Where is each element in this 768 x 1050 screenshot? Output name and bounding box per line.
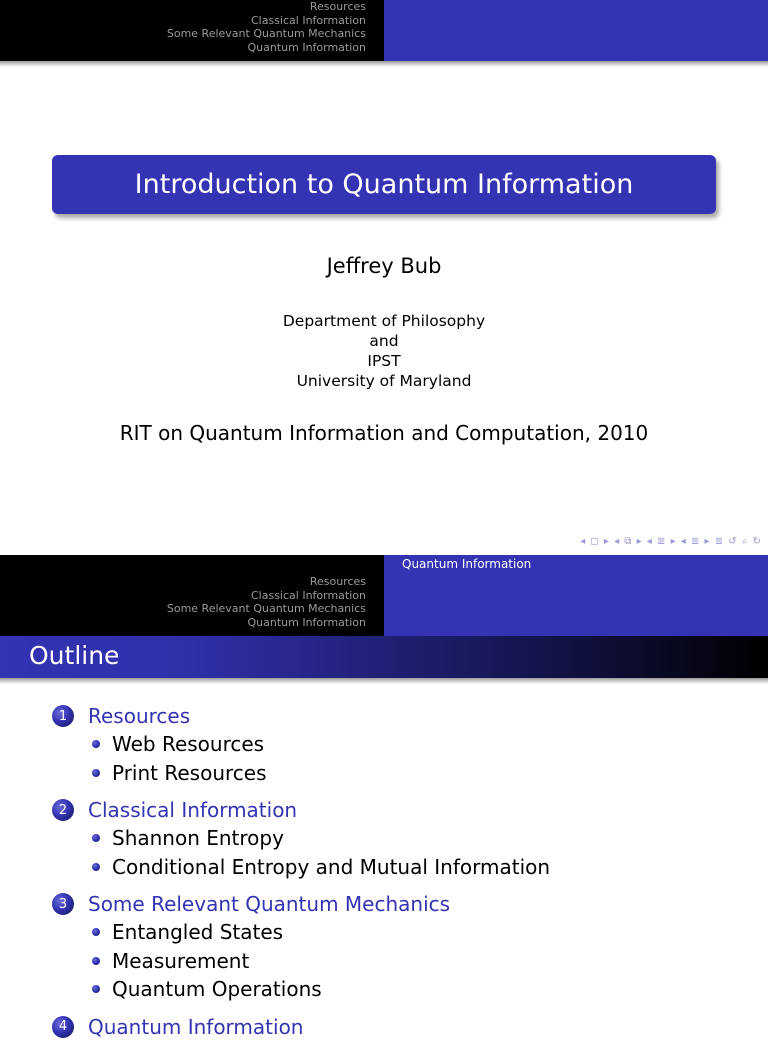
section-number-ball: 3 (52, 893, 74, 915)
nav-section-quantum-mechanics[interactable]: Some Relevant Quantum Mechanics (166, 27, 366, 41)
nav-section-quantum-information[interactable]: Quantum Information (247, 40, 366, 54)
toc-section-title[interactable]: Quantum Information (88, 1014, 304, 1039)
nav-section-resources[interactable]: Resources (309, 0, 366, 13)
frame-title: Outline (29, 641, 120, 670)
bullet-icon (92, 834, 100, 842)
nav-section-quantum-mechanics[interactable]: Some Relevant Quantum Mechanics (166, 602, 366, 616)
header-bar (0, 0, 768, 61)
toc-subsection[interactable]: Measurement (112, 948, 250, 973)
event-date: RIT on Quantum Information and Computation, 2010 (119, 421, 649, 445)
section-number-ball: 2 (52, 799, 74, 821)
toc-subsection[interactable]: Print Resources (112, 760, 267, 785)
nav-section-classical[interactable]: Classical Information (250, 13, 366, 27)
header-short-title: Quantum Information (402, 557, 532, 571)
bullet-icon (92, 928, 100, 936)
section-nav (0, 0, 384, 61)
nav-section-quantum-information[interactable]: Quantum Information (247, 615, 366, 629)
header-right-panel (384, 555, 768, 636)
beamer-navigation-icons[interactable]: ◂ ◻ ▸ ◂ ⧉ ▸ ◂ ≣ ▸ ◂ ≣ ▸ ≣ ↺ ⌕ ↻ (580, 536, 762, 547)
toc-section-title[interactable]: Resources (88, 704, 191, 728)
institute-line: IPST (367, 352, 401, 370)
toc-section-title[interactable]: Classical Information (88, 798, 298, 822)
presentation-title-box (52, 155, 716, 214)
table-of-contents (52, 702, 752, 1050)
bullet-icon (92, 863, 100, 871)
toc-section (52, 702, 752, 787)
toc-section-title[interactable]: Some Relevant Quantum Mechanics (88, 892, 451, 916)
presentation-title: Introduction to Quantum Information (134, 169, 634, 200)
toc-section (52, 1013, 752, 1041)
section-nav (0, 555, 384, 636)
author: Jeffrey Bub (326, 254, 442, 278)
toc-section (52, 890, 752, 1004)
header-shadow (0, 61, 768, 67)
frame-title-bar (0, 636, 768, 678)
section-number-ball: 1 (52, 705, 74, 727)
toc-subsection[interactable]: Shannon Entropy (112, 826, 284, 851)
toc-subsection[interactable]: Web Resources (112, 732, 265, 757)
bullet-icon (92, 957, 100, 965)
section-number-ball: 4 (52, 1016, 74, 1038)
institute-line: and (369, 332, 399, 350)
outline-slide (0, 555, 768, 1039)
frame-title-shadow (0, 678, 768, 684)
bullet-icon (92, 740, 100, 748)
institute (0, 311, 768, 391)
toc-subsection[interactable]: Entangled States (112, 920, 284, 945)
toc-subsection[interactable]: Conditional Entropy and Mutual Information (112, 854, 551, 879)
bullet-icon (92, 985, 100, 993)
nav-section-resources[interactable]: Resources (309, 575, 366, 588)
bullet-icon (92, 769, 100, 777)
toc-subsection[interactable]: Quantum Operations (112, 977, 322, 1002)
toc-section (52, 796, 752, 881)
institute-line: University of Maryland (296, 372, 472, 390)
nav-section-classical[interactable]: Classical Information (250, 588, 366, 602)
header-right-panel (384, 0, 768, 61)
institute-line: Department of Philosophy (282, 312, 486, 330)
header-bar (0, 555, 768, 636)
